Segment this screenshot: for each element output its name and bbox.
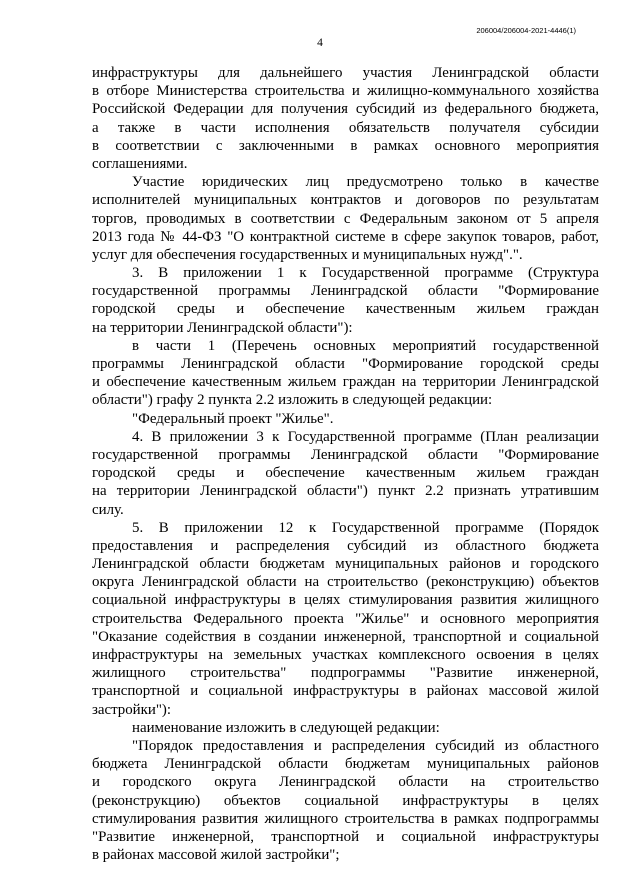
text-line: наименование изложить в следующей редакции: [132,719,440,736]
text-line: на территории Ленинградской области"): [92,319,353,336]
text-line: предоставления и распределения субсидий из областного бюджета [92,537,599,554]
text-line: "Оказание содействия в создании инженерной, транспортной и социальной [92,628,599,645]
text-line: соглашениями. [92,155,188,172]
text-line: 2013 года № 44-ФЗ "О контрактной системе в сфере закупок товаров, работ, [92,228,599,245]
document-id: 206004/206004-2021-4446(1) [476,26,576,35]
text-line: строительства Федерального проекта "Жилье" и основного мероприятия [92,610,599,627]
text-line: "Федеральный проект "Жилье". [132,410,334,427]
text-line: в части 1 (Перечень основных мероприятий государственной [132,337,599,354]
text-line: округа Ленинградской области на строительство (реконструкцию) объектов [92,574,599,591]
text-line: Ленинградской области бюджетам муниципальных районов и городского [92,556,599,573]
text-line: и обеспечение качественным жильем граждан на территории Ленинградской [92,374,599,391]
text-line: инфраструктуры для дальнейшего участия Ленинградской области [92,65,599,81]
text-line: и городского округа Ленинградской области на строительство [92,774,599,791]
text-line: (реконструкцию) объектов социальной инфраструктуры в целях [92,792,599,809]
text-line: области") графу 2 пункта 2.2 изложить в следующей редакции: [92,392,493,409]
text-line: силу. [92,501,124,518]
text-line: 5. В приложении 12 к Государственной программе (Порядок [132,519,599,536]
text-line: в районах массовой жилой застройки"; [92,847,340,864]
text-line: городской среды и обеспечение качественным жильем граждан [92,465,599,482]
text-line: инфраструктуры на земельных участках комплексного освоения в целях [92,647,599,663]
document-body [92,64,599,864]
text-line: исполнителей муниципальных контрактов и договоров по результатам [92,192,599,209]
text-line: Участие юридических лиц предусмотрено только в качестве [132,174,599,191]
text-line: социальной инфраструктуры в целях стимулирования развития жилищного [92,592,599,609]
text-line: жилищного строительства" подпрограммы "Развитие инженерной, [92,665,599,682]
text-line: государственной программы Ленинградской области "Формирование [92,283,599,300]
text-line: Российской Федерации для получения субсидий из федерального бюджета, [92,101,599,118]
page-number: 4 [317,37,323,49]
text-line: 3. В приложении 1 к Государственной программе (Структура [132,265,599,282]
text-line: 4. В приложении 3 к Государственной программе (План реализации [132,428,599,445]
text-line: бюджета Ленинградской области бюджетам муниципальных районов [92,756,599,773]
text-line: торгов, проводимых в соответствии с Федеральным законом от 5 апреля [92,210,599,227]
text-line: городской среды и обеспечение качественным жильем граждан [92,301,599,318]
text-line: стимулирования развития жилищного строительства в рамках подпрограммы [92,810,599,827]
text-line: "Порядок предоставления и распределения субсидий из областного [132,737,599,754]
text-line: в соответствии с заключенными в рамках основного мероприятия [92,137,599,154]
text-line: "Развитие инженерной, транспортной и социальной инфраструктуры [92,828,599,845]
text-line: на территории Ленинградской области") пункт 2.2 признать утратившим [92,483,599,500]
text-line: программы Ленинградской области "Формирование городской среды [92,356,599,372]
text-line: транспортной и социальной инфраструктуры в районах массовой жилой [92,683,599,700]
text-line: застройки"): [92,701,172,718]
text-line: государственной программы Ленинградской области "Формирование [92,446,599,463]
text-line: в отборе Министерства строительства и жилищно-коммунального хозяйства [92,83,599,100]
text-line: а также в части исполнения обязательств получателя субсидии [92,119,599,136]
text-line: услуг для обеспечения государственных и муниципальных нужд".". [92,246,523,263]
